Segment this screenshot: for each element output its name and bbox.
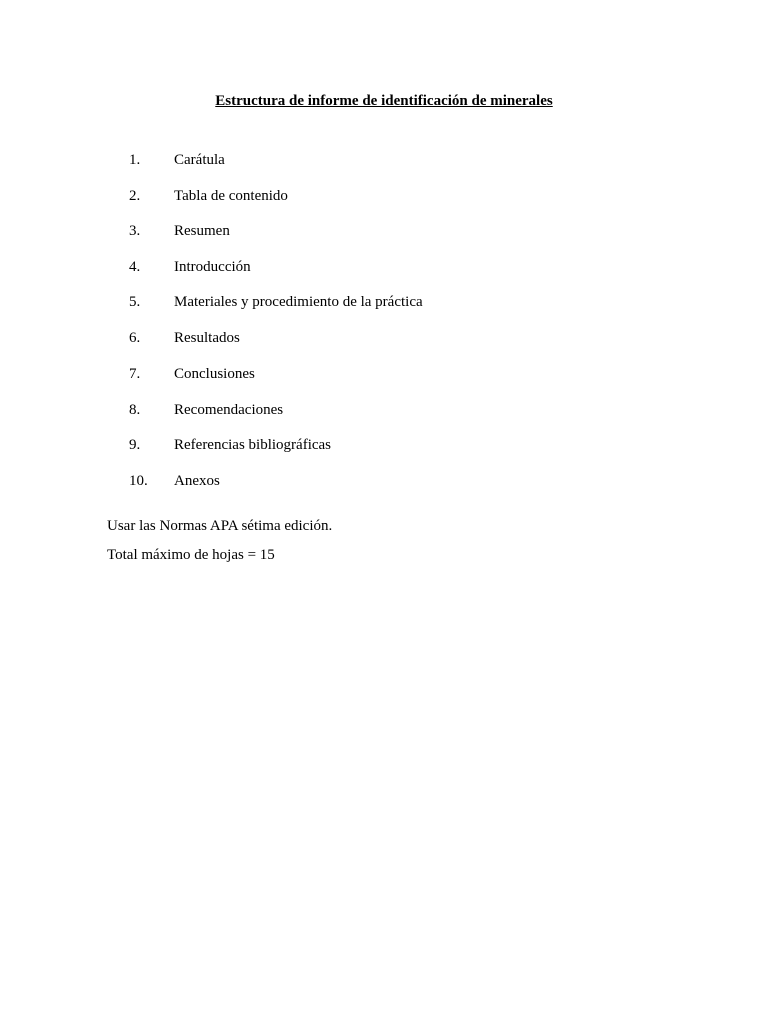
list-item-number: 2.: [129, 188, 141, 204]
list-item: [0, 257, 768, 277]
list-item: [0, 328, 768, 348]
list-item-label: Resumen: [174, 223, 230, 239]
list-item-label: Introducción: [174, 259, 251, 275]
list-item-number: 1.: [129, 152, 141, 168]
list-item-label: Referencias bibliográficas: [174, 437, 332, 453]
list-item-number: 4.: [129, 259, 141, 275]
list-item: [0, 364, 768, 384]
list-item: [0, 400, 768, 420]
list-item-label: Recomendaciones: [174, 402, 284, 418]
list-item: [0, 435, 768, 455]
list-item-label: Anexos: [174, 473, 220, 489]
list-item-label: Resultados: [174, 330, 240, 346]
list-item: [0, 471, 768, 491]
list-item: [0, 150, 768, 170]
apa-note: Usar las Normas APA sétima edición.: [107, 518, 333, 534]
list-item-number: 3.: [129, 223, 141, 239]
list-item-label: Tabla de contenido: [174, 188, 288, 204]
list-item-label: Carátula: [174, 152, 225, 168]
list-item-number: 8.: [129, 402, 141, 418]
list-item-label: Materiales y procedimiento de la práctica: [174, 294, 423, 310]
list-item-number: 5.: [129, 294, 141, 310]
list-item: [0, 186, 768, 206]
page-title: Estructura de informe de identificación de minerales: [215, 93, 553, 109]
list-item: [0, 292, 768, 312]
list-item-number: 6.: [129, 330, 141, 346]
max-pages-note: Total máximo de hojas = 15: [107, 547, 275, 563]
list-item-label: Conclusiones: [174, 366, 255, 382]
list-item-number: 7.: [129, 366, 141, 382]
list-item-number: 10.: [129, 473, 148, 489]
list-item: [0, 221, 768, 241]
list-item-number: 9.: [129, 437, 141, 453]
